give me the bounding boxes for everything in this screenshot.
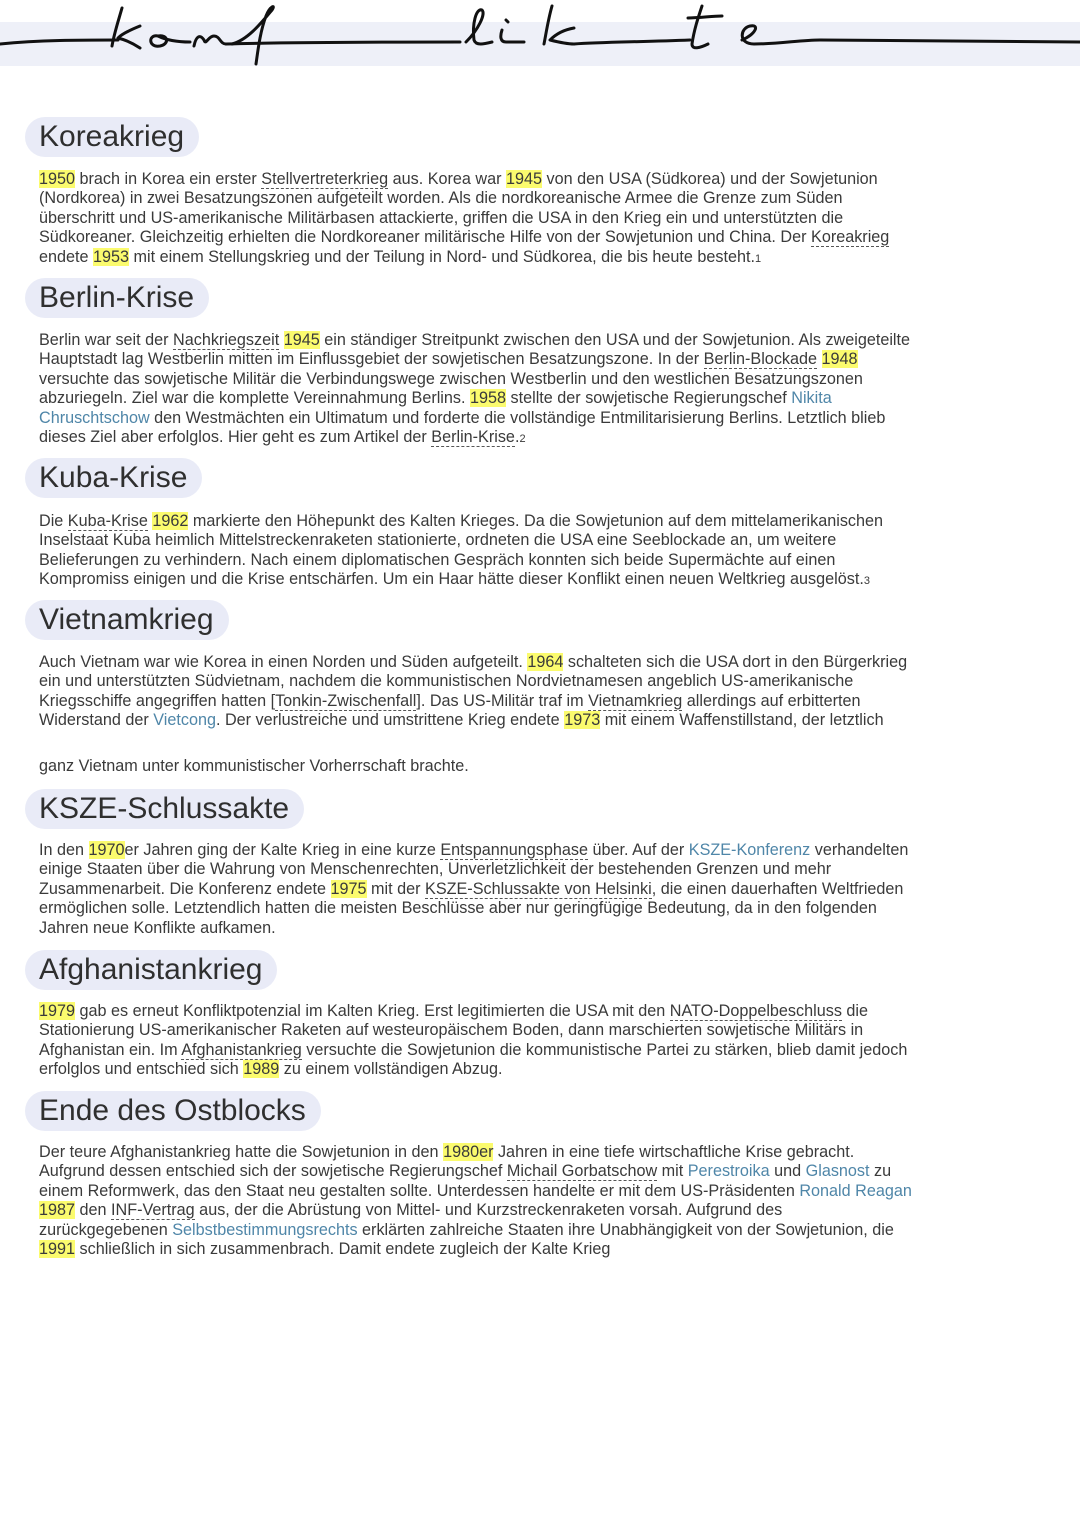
year-highlight: 1945 [506, 170, 543, 188]
text-line [39, 1201, 959, 1220]
text-line [39, 1002, 959, 1021]
text-segment: endete [39, 247, 94, 266]
text-line [39, 880, 959, 899]
text-segment: erklärten zahlreiche Staaten ihre Unabhängigkeit von der Sowjetunion, die [357, 1220, 894, 1239]
year-highlight: 1953 [93, 247, 130, 266]
text-segment: Jahren in eine tiefe wirtschaftliche Krise gebracht. [493, 1143, 855, 1161]
text-segment: Die [39, 512, 68, 530]
text-segment: Hauptstadt lag Westberlin mitten im Einflussgebiet der sowjetischen Besatzungszone. In der [39, 350, 704, 369]
text-segment: allerdings auf erbitterten [682, 691, 861, 710]
year-highlight: 1975 [330, 879, 367, 898]
text-line [39, 228, 959, 247]
term-link[interactable]: Glasnost [805, 1162, 870, 1181]
glossary-link[interactable]: Berlin-Blockade [703, 350, 818, 369]
year-highlight: 1979 [39, 1002, 76, 1020]
text-segment: über. Auf der [587, 841, 689, 859]
text-segment: mit einem Waffenstillstand, der letztlich [600, 711, 884, 730]
text-line [39, 570, 959, 591]
glossary-link[interactable]: Tonkin-Zwischenfall [275, 691, 417, 710]
year-highlight: 1973 [564, 711, 601, 730]
year-highlight: 1945 [283, 331, 320, 349]
text-line [39, 331, 959, 350]
text-line [39, 189, 959, 208]
section-body [39, 1002, 959, 1080]
text-line [39, 1021, 959, 1040]
year-highlight: 1950 [39, 170, 76, 188]
text-segment: Der teure Afghanistankrieg hatte die Sowjetunion in den [39, 1143, 444, 1161]
text-segment: . Der verlustreiche und umstrittene Krieg endete [215, 711, 565, 730]
text-segment: Aufgrund dessen entschied sich der sowjetische Regierungschef [39, 1162, 507, 1181]
year-highlight: 1991 [39, 1240, 76, 1259]
text-line [39, 653, 959, 672]
term-link[interactable]: Ronald Reagan [799, 1181, 912, 1200]
section-body [39, 653, 959, 731]
text-segment: gab es erneut Konfliktpotenzial im Kalten Krieg. Erst legitimierten die USA mit den [75, 1002, 670, 1020]
text-segment [817, 350, 822, 368]
text-line [39, 370, 959, 389]
text-line [39, 1240, 959, 1259]
text-segment: ermöglichen solle. Letztendlich hatten die meisten Beschlüsse aber nur geringfügige Bedeutung, da in den folgenden [39, 899, 877, 918]
text-line [39, 428, 959, 449]
glossary-link[interactable]: Vietnamkrieg [588, 691, 683, 710]
text-segment: Kompromiss einigen und die Krise entschärfen. Um ein Haar hätte dieser Konflikt einen neuen Weltkrieg ausgelöst. [39, 570, 864, 589]
text-line [39, 209, 959, 228]
text-segment: Berlin war seit der [39, 331, 174, 349]
text-segment: einige Staaten über die Wahrung von Menschenrechten, Unverletzlichkeit der bestehenden Grenzen und mehr [39, 860, 832, 879]
text-segment: schließlich in sich zusammenbrach. Damit endete zugleich der Kalte Krieg [75, 1240, 611, 1259]
text-segment: mit [657, 1162, 688, 1181]
text-segment: aus. Korea war [388, 170, 507, 188]
section-heading: Koreakrieg [25, 117, 199, 157]
section-body [39, 170, 959, 269]
text-line [39, 1143, 959, 1162]
glossary-link[interactable]: NATO-Doppelbeschluss [669, 1002, 842, 1020]
section-heading: Kuba-Krise [25, 458, 202, 498]
glossary-link[interactable]: KSZE-Schlussakte von Helsinki [425, 879, 652, 898]
term-link[interactable]: Chruschtschow [39, 408, 150, 427]
footnote-marker: 2 [519, 433, 526, 446]
section-heading: Vietnamkrieg [25, 600, 229, 640]
section-body [39, 512, 959, 592]
text-segment: brach in Korea ein erster [75, 170, 262, 188]
text-segment: Jahren neue Konflikte aufkamen. [39, 918, 276, 937]
text-line [39, 389, 959, 408]
text-segment: zu [869, 1162, 892, 1181]
term-link[interactable]: Vietcong [153, 711, 216, 730]
text-segment: mit einem Stellungskrieg und der Teilung in Nord- und Südkorea, die bis heute besteht. [129, 247, 756, 266]
text-line [39, 1060, 959, 1079]
glossary-link[interactable]: Stellvertreterkrieg [261, 170, 389, 188]
text-segment: aus, der die Abrüstung von Mittel- und Kurzstreckenraketen vorsah. Aufgrund des [194, 1201, 783, 1220]
text-segment: zurückgegebenen [39, 1220, 173, 1239]
text-segment: Auch Vietnam war wie Korea in einen Norden und Süden aufgeteilt. [39, 653, 528, 671]
text-segment: . [514, 428, 520, 447]
section-body [39, 331, 959, 449]
text-segment: überschritt und US-amerikanische Militärbasen attackierte, griffen die USA in den Krieg ein und unterstützten die [39, 208, 844, 227]
text-line [39, 1041, 959, 1060]
glossary-link[interactable]: Afghanistankrieg [181, 1040, 302, 1059]
year-highlight: 1962 [152, 512, 189, 530]
text-segment: mit der [366, 879, 426, 898]
text-segment: dieses Ziel aber erfolglos. Hier geht es zum Artikel der [39, 428, 432, 447]
glossary-link[interactable]: Koreakrieg [811, 228, 890, 247]
text-segment: und [769, 1162, 806, 1181]
text-segment: versuchte das sowjetische Militär die Verbindungswege zwischen Westberlin und den westlichen Besatzungszonen [39, 369, 863, 388]
glossary-link[interactable]: INF-Vertrag [111, 1201, 195, 1220]
section-heading: Berlin-Krise [25, 278, 209, 318]
year-highlight: 1987 [39, 1201, 76, 1220]
text-segment: versuchte die Sowjetunion die kommunistische Partei zu stärken, blieb damit jedoch [301, 1040, 908, 1059]
handwritten-title [0, 0, 1080, 70]
text-line [39, 1221, 959, 1240]
text-line [39, 531, 959, 550]
term-link[interactable]: Perestroika [687, 1162, 770, 1181]
section-heading: Afghanistankrieg [25, 950, 277, 990]
text-line [39, 248, 959, 269]
text-line [39, 711, 959, 730]
text-line [39, 692, 959, 711]
text-segment: Widerstand der [39, 711, 154, 730]
glossary-link[interactable]: Entspannungsphase [440, 841, 588, 859]
section-heading: KSZE-Schlussakte [25, 789, 304, 829]
footnote-marker: 1 [755, 252, 762, 265]
text-line [39, 860, 959, 879]
text-line [39, 350, 959, 369]
text-segment: verhandelten [810, 841, 909, 859]
text-line [39, 841, 959, 860]
text-segment: abzuriegeln. Ziel war die komplette Vereinnahmung Berlins. [39, 389, 470, 408]
term-link[interactable]: Nikita [791, 389, 832, 408]
text-line [39, 170, 959, 189]
text-segment: zu einem vollständigen Abzug. [279, 1060, 503, 1079]
text-line [39, 1182, 959, 1201]
text-segment: einem Reformwerk, das den Staat neu gestalten sollte. Unterdessen handelte er mit dem US-Präsidenten [39, 1181, 800, 1200]
text-segment: schalteten sich die USA dort in den Bürgerkrieg [563, 653, 908, 671]
year-highlight: 1989 [243, 1060, 280, 1079]
text-segment: ]. Das US-Militär traf im [416, 691, 589, 710]
glossary-link[interactable]: Kuba-Krise [67, 512, 148, 530]
section-heading: Ende des Ostblocks [25, 1091, 321, 1131]
text-segment: , die einen dauerhaften Weltfrieden [651, 879, 904, 898]
year-highlight: 1980er [443, 1143, 494, 1161]
text-line [39, 551, 959, 570]
text-segment: von den USA (Südkorea) und der Sowjetunion [542, 170, 878, 188]
text-segment: Kriegsschiffe angegriffen hatten [ [39, 691, 276, 710]
text-segment: ein und unterstützten Südvietnam, nachdem die kommunistischen Nordvietnamesen angeblich US-amerikanische [39, 672, 854, 691]
text-segment: In den [39, 841, 89, 859]
text-line [39, 409, 959, 428]
text-segment: den [75, 1201, 112, 1220]
text-segment: Zusammenarbeit. Die Konferenz endete [39, 879, 331, 898]
text-segment: (Nordkorea) in zwei Besatzungszonen aufgeteilt worden. Als die nordkoreanische Armee die Grenze zum Süden [39, 189, 843, 208]
glossary-link[interactable]: Michail Gorbatschow [506, 1162, 658, 1181]
section-body [39, 1143, 959, 1259]
text-segment: Südkoreaner. Gleichzeitig erhielten die Nordkoreaner militärische Hilfe von der Sowjetunion und China. Der [39, 228, 812, 247]
text-segment: den Westmächten ein Ultimatum und forderte die vollständige Entmilitarisierung Berlins. Letztlich blieb [149, 408, 886, 427]
text-segment: die [841, 1002, 869, 1020]
text-segment: Belieferungen zu verhindern. Nach einem diplomatischen Gespräch konnten sich beide Supermächte auf einen [39, 550, 836, 569]
text-line [39, 1162, 959, 1181]
text-segment: Stationierung US-amerikanischer Raketen auf westeuropäischem Boden, dann marschierten sowjetische Militärs in [39, 1021, 864, 1040]
text-segment: ein ständiger Streitpunkt zwischen den USA und der Sowjetunion. Als zweigeteilte [319, 331, 911, 349]
footnote-marker: 3 [863, 575, 870, 588]
year-highlight: 1964 [527, 653, 564, 671]
text-line [39, 512, 959, 531]
section-body-continuation: ganz Vietnam unter kommunistischer Vorherrschaft brachte. [39, 757, 469, 775]
text-line [39, 672, 959, 691]
year-highlight: 1948 [821, 350, 858, 369]
glossary-link[interactable]: Nachkriegszeit [173, 331, 280, 349]
year-highlight: 1970 [88, 841, 125, 859]
text-segment: Afghanistan ein. Im [39, 1040, 182, 1059]
text-line [39, 919, 959, 938]
text-line [39, 899, 959, 918]
term-link[interactable]: KSZE-Konferenz [688, 841, 811, 859]
text-segment: erfolglos und entschied sich [39, 1060, 244, 1079]
glossary-link[interactable]: Berlin-Krise [431, 428, 515, 447]
text-segment: Inselstaat Kuba heimlich Mittelstreckenraketen stationierte, ordneten die USA eine Seeblockade an, um weitere [39, 531, 837, 550]
term-link[interactable]: Selbstbestimmungsrechts [172, 1220, 358, 1239]
text-segment: stellte der sowjetische Regierungschef [506, 389, 792, 408]
text-segment: er Jahren ging der Kalte Krieg in eine kurze [124, 841, 441, 859]
text-segment: markierte den Höhepunkt des Kalten Krieges. Da die Sowjetunion auf dem mittelamerikanischen [188, 512, 884, 530]
year-highlight: 1958 [470, 389, 507, 408]
section-body [39, 841, 959, 938]
